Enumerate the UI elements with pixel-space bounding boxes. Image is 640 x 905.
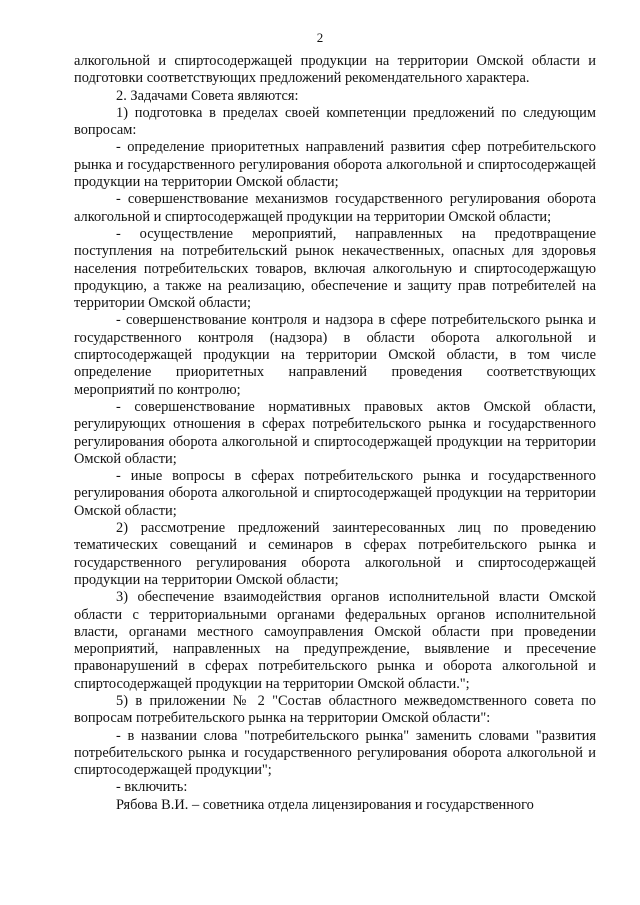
- paragraph: - совершенствование контроля и надзора в сфере потребительского рынка и государственного контроля (надзора) в области оборота алкогольной и спиртосодержащей продукции на территории Омской области, в том числе определение приоритетных направлений проведения соответствующих мероприятий по контролю;: [74, 312, 596, 398]
- paragraph: 2. Задачами Совета являются:: [116, 87, 299, 104]
- page-number: 2: [316, 30, 324, 45]
- paragraph: - иные вопросы в сферах потребительского рынка и государственного регулирования оборота алкогольной и спиртосодержащей продукции на территории Омской области;: [74, 468, 596, 519]
- paragraph: - совершенствование нормативных правовых актов Омской области, регулирующих отношения в сферах потребительского рынка и государственного регулирования оборота алкогольной и спиртосодержащей продукции на территории Омской области;: [74, 398, 596, 467]
- paragraph: 3) обеспечение взаимодействия органов исполнительной власти Омской области с территориальными органами федеральных органов исполнительной власти, органами местного самоуправления Омской области при проведении мероприятий, направленных на предупреждение, выявление и пресечение правонарушений в сферах потребительского рынка и оборота алкогольной и спиртосодержащей продукции на территории Омской области.";: [74, 589, 596, 692]
- paragraph: алкогольной и спиртосодержащей продукции на территории Омской области и подготовки соответствующих предложений рекомендательного характера.: [74, 53, 596, 87]
- paragraph: - совершенствование механизмов государственного регулирования оборота алкогольной и спиртосодержащей продукции на территории Омской области;: [74, 191, 596, 225]
- paragraph: - в названии слова "потребительского рынка" заменить словами "развития потребительского рынка и государственного регулирования оборота алкогольной и спиртосодержащей продукции";: [74, 727, 596, 779]
- paragraph: 5) в приложении № 2 "Состав областного межведомственного совета по вопросам потребительского рынка на территории Омской области":: [74, 692, 596, 727]
- paragraph: - включить:: [116, 779, 188, 796]
- paragraph: - осуществление мероприятий, направленных на предотвращение поступления на потребительский рынок некачественных, опасных для здоровья населения потребительских товаров, включая алкогольную и спиртосодержащую продукцию, а также на реализацию, обеспечение и защиту прав потребителей на территории Омской области;: [74, 225, 596, 312]
- paragraph: Рябова В.И. – советника отдела лицензирования и государственного: [116, 796, 534, 813]
- paragraph: 1) подготовка в пределах своей компетенции предложений по следующим вопросам:: [74, 104, 596, 139]
- document-body: [74, 53, 596, 814]
- paragraph: - определение приоритетных направлений развития сфер потребительского рынка и государственного регулирования оборота алкогольной и спиртосодержащей продукции на территории Омской области;: [74, 139, 596, 191]
- paragraph: 2) рассмотрение предложений заинтересованных лиц по проведению тематических совещаний и семинаров в сферах потребительского рынка и государственного регулирования оборота алкогольной и спиртосодержащей продукции на территории Омской области;: [74, 520, 596, 588]
